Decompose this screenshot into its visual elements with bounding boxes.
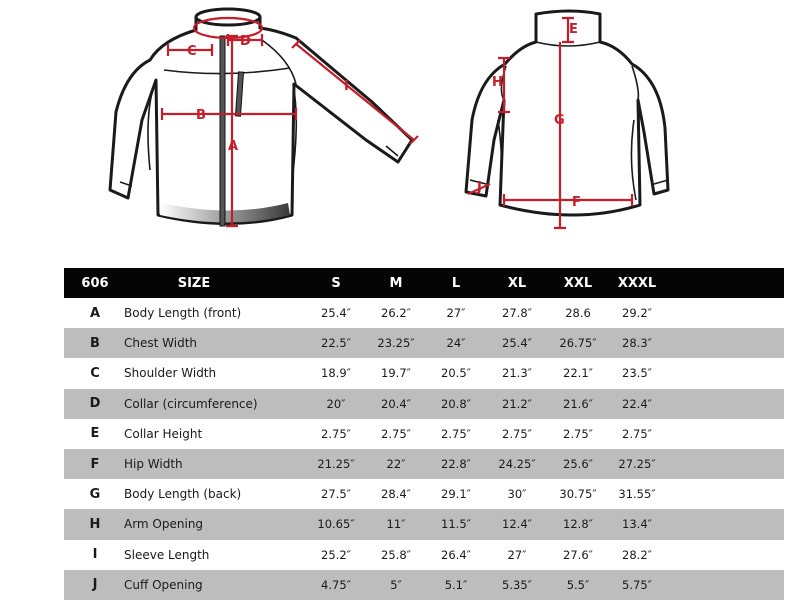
header-size-s: S	[331, 275, 341, 291]
label-i: I	[344, 79, 349, 94]
row-value: 11.5″	[441, 517, 471, 532]
table-row	[64, 570, 784, 600]
header-size-xl: XL	[507, 275, 527, 291]
row-value: 13.4″	[622, 517, 652, 532]
row-value: 27.8″	[502, 306, 532, 321]
row-value: 28.6	[565, 306, 591, 321]
row-value: 21.25″	[317, 457, 355, 472]
row-value: 27.5″	[321, 487, 351, 502]
table-body	[64, 298, 784, 600]
row-value: 28.3″	[622, 336, 652, 351]
table-row	[64, 328, 784, 358]
header-size-xxl: XXL	[563, 275, 593, 291]
row-value: 26.75″	[559, 336, 597, 351]
label-g: G	[554, 113, 565, 128]
row-value: 29.2″	[622, 306, 652, 321]
row-value: 24″	[446, 336, 466, 351]
table-row	[64, 509, 784, 539]
row-value: 26.4″	[441, 547, 471, 562]
row-value: 21.3″	[502, 366, 532, 381]
row-value: 25.8″	[381, 547, 411, 562]
row-value: 20″	[326, 396, 346, 411]
row-value: 21.2″	[502, 396, 532, 411]
row-code: H	[89, 516, 101, 532]
row-value: 28.4″	[381, 487, 411, 502]
header-size-l: L	[451, 275, 461, 291]
header-size-label: SIZE	[177, 275, 211, 291]
header-style-code: 606	[81, 275, 109, 291]
row-value: 12.4″	[502, 517, 532, 532]
row-value: 11″	[386, 517, 406, 532]
row-value: 22″	[386, 457, 406, 472]
table-row	[64, 389, 784, 419]
row-measurement-name: Collar (circumference)	[124, 396, 258, 411]
header-size-xxxl: XXXL	[617, 275, 657, 291]
row-measurement-name: Body Length (front)	[124, 306, 242, 321]
row-value: 22.1″	[563, 366, 593, 381]
table-row	[64, 298, 784, 328]
row-value: 30.75″	[559, 487, 597, 502]
row-value: 2.75″	[502, 426, 532, 441]
table-row	[64, 419, 784, 449]
row-code: J	[92, 577, 98, 593]
row-value: 25.4″	[502, 336, 532, 351]
row-value: 5.5″	[566, 577, 590, 592]
row-code: C	[90, 365, 100, 381]
row-code: I	[92, 547, 98, 563]
row-value: 20.8″	[441, 396, 471, 411]
row-value: 23.25″	[377, 336, 415, 351]
row-value: 2.75″	[321, 426, 351, 441]
row-value: 5.1″	[444, 577, 468, 592]
row-value: 22.4″	[622, 396, 652, 411]
row-value: 2.75″	[563, 426, 593, 441]
row-code: E	[90, 426, 100, 442]
row-value: 2.75″	[381, 426, 411, 441]
row-value: 27″	[446, 306, 466, 321]
row-measurement-name: Hip Width	[124, 457, 183, 472]
label-c: C	[187, 44, 197, 59]
table-row	[64, 479, 784, 509]
row-code: D	[89, 396, 101, 412]
row-value: 20.4″	[381, 396, 411, 411]
row-value: 2.75″	[622, 426, 652, 441]
row-value: 25.2″	[321, 547, 351, 562]
row-value: 10.65″	[317, 517, 355, 532]
row-measurement-name: Shoulder Width	[124, 366, 217, 381]
row-value: 26.2″	[381, 306, 411, 321]
row-value: 5.35″	[502, 577, 532, 592]
row-value: 5″	[390, 577, 402, 592]
row-value: 24.25″	[498, 457, 536, 472]
row-code: G	[89, 486, 101, 502]
row-value: 27.6″	[563, 547, 593, 562]
size-chart-table	[64, 268, 784, 600]
row-measurement-name: Cuff Opening	[124, 577, 203, 592]
table-row	[64, 540, 784, 570]
label-e: E	[569, 22, 578, 37]
row-value: 4.75″	[321, 577, 351, 592]
row-value: 5.75″	[622, 577, 652, 592]
row-measurement-name: Arm Opening	[124, 517, 204, 532]
row-code: A	[89, 305, 101, 321]
label-j: J	[477, 180, 482, 195]
label-a: A	[228, 139, 239, 154]
table-row	[64, 449, 784, 479]
row-value: 30″	[507, 487, 527, 502]
row-value: 20.5″	[441, 366, 471, 381]
label-b: B	[196, 108, 206, 123]
row-value: 21.6″	[563, 396, 593, 411]
row-value: 27″	[507, 547, 527, 562]
row-value: 12.8″	[563, 517, 593, 532]
label-h: H	[492, 75, 503, 90]
row-value: 18.9″	[321, 366, 351, 381]
front-zipper	[220, 36, 225, 226]
row-value: 25.6″	[563, 457, 593, 472]
row-measurement-name: Sleeve Length	[124, 547, 210, 562]
row-code: F	[90, 456, 100, 472]
row-value: 2.75″	[441, 426, 471, 441]
header-size-m: M	[389, 275, 403, 291]
label-d: D	[240, 34, 251, 49]
row-measurement-name: Chest Width	[124, 336, 198, 351]
row-value: 23.5″	[622, 366, 652, 381]
jacket-measurement-diagram	[0, 0, 800, 262]
row-code: B	[90, 335, 100, 351]
row-measurement-name: Body Length (back)	[124, 487, 242, 502]
row-value: 19.7″	[381, 366, 411, 381]
label-f: F	[572, 195, 581, 210]
table-header-row	[64, 268, 784, 298]
row-value: 28.2″	[622, 547, 652, 562]
row-value: 31.55″	[618, 487, 656, 502]
row-value: 22.5″	[321, 336, 351, 351]
row-value: 27.25″	[618, 457, 656, 472]
table-row	[64, 358, 784, 388]
row-value: 29.1″	[441, 487, 471, 502]
row-value: 25.4″	[321, 306, 351, 321]
row-value: 22.8″	[441, 457, 471, 472]
row-measurement-name: Collar Height	[124, 426, 203, 441]
